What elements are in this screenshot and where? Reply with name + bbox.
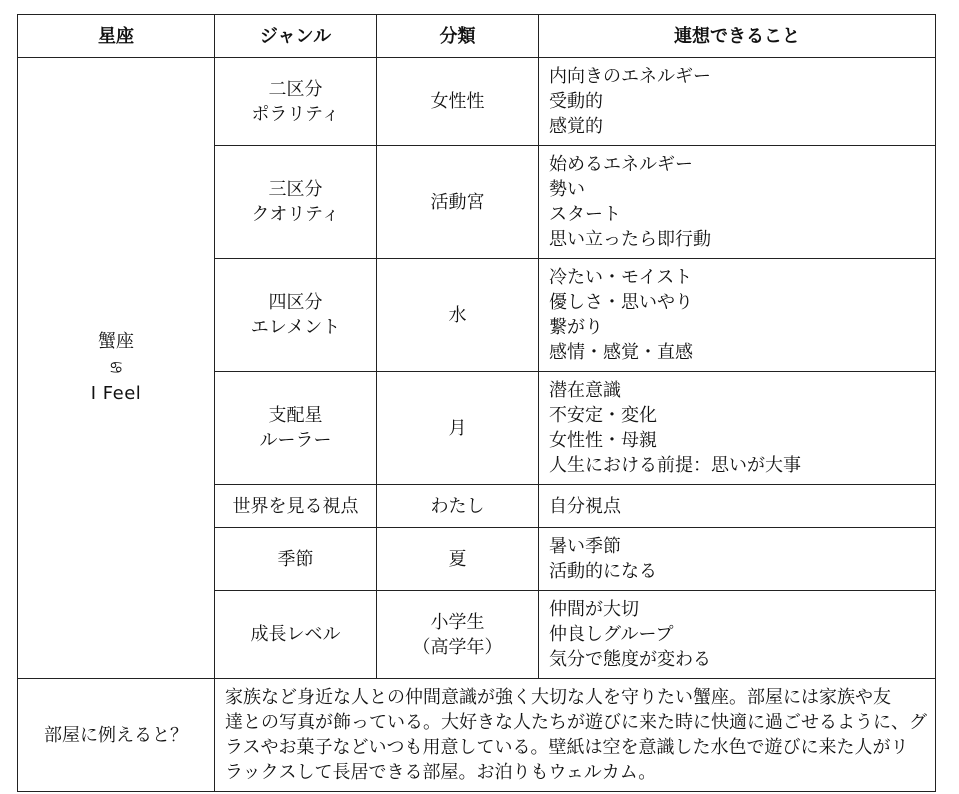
- association-line: 感情・感覚・直感: [549, 342, 693, 363]
- category-cell: [377, 146, 539, 259]
- genre-cell: [215, 485, 377, 528]
- associations-cell: [539, 485, 936, 528]
- association-line: 始めるエネルギー: [549, 154, 693, 175]
- room-text-line: ラックスして長居できる部屋。お泊りもウェルカム。: [225, 762, 657, 783]
- category-line: 月: [448, 417, 467, 439]
- genre-line: ルーラー: [259, 430, 332, 451]
- associations-cell: [539, 591, 936, 679]
- category-cell: [377, 485, 539, 528]
- association-line: スタート: [549, 204, 621, 225]
- header-category: 分類: [377, 15, 539, 58]
- sign-cell: [18, 58, 215, 679]
- category-line: 水: [448, 304, 467, 326]
- genre-cell: [215, 372, 377, 485]
- association-line: 勢い: [549, 179, 585, 200]
- room-description: [215, 679, 936, 792]
- association-line: 暑い季節: [549, 536, 621, 557]
- category-cell: [377, 259, 539, 372]
- association-line: 内向きのエネルギー: [549, 66, 711, 87]
- category-cell: [377, 591, 539, 679]
- room-text-line: ラスやお菓子などいつも用意している。壁紙は空を意識した水色で遊びに来た人がリ: [225, 737, 909, 758]
- association-line: 感覚的: [549, 116, 603, 137]
- category-line: わたし: [430, 495, 485, 517]
- associations-cell: [539, 146, 936, 259]
- association-line: 人生における前提：思いが大事: [549, 455, 801, 476]
- category-cell: [377, 58, 539, 146]
- association-line: 冷たい・モイスト: [549, 267, 693, 288]
- genre-line: エレメント: [250, 317, 341, 338]
- category-line: 夏: [448, 548, 467, 570]
- category-line: 小学生: [430, 611, 485, 633]
- header-genre: ジャンル: [215, 15, 377, 58]
- room-label: 部屋に例えると？: [18, 679, 215, 792]
- associations-cell: [539, 528, 936, 591]
- cancer-symbol-icon: ♋: [108, 358, 124, 377]
- genre-line: 二区分: [268, 78, 323, 100]
- association-line: 仲間が大切: [549, 599, 639, 620]
- genre-line: クオリティ: [251, 204, 340, 225]
- genre-line: 三区分: [268, 179, 323, 200]
- associations-cell: [539, 58, 936, 146]
- category-line: 女性性: [430, 91, 485, 112]
- sign-keyword: I Feel: [90, 383, 142, 404]
- associations-cell: [539, 372, 936, 485]
- association-line: 受動的: [549, 91, 603, 112]
- category-cell: [377, 528, 539, 591]
- genre-cell: [215, 58, 377, 146]
- category-cell: [377, 372, 539, 485]
- association-line: 自分視点: [549, 495, 621, 517]
- category-line: （高学年）: [412, 636, 503, 658]
- association-line: 不安定・変化: [549, 405, 657, 426]
- genre-line: ポラリティ: [251, 103, 340, 125]
- room-row: [18, 679, 936, 792]
- room-text-line: 家族など身近な人との仲間意識が強く大切な人を守りたい蟹座。部屋には家族や友: [225, 687, 891, 708]
- genre-line: 支配星: [268, 405, 323, 426]
- associations-cell: [539, 259, 936, 372]
- room-text-line: 達との写真が飾っている。大好きな人たちが遊びに来た時に快適に過ごせるように、グ: [225, 712, 927, 733]
- genre-cell: [215, 146, 377, 259]
- association-line: 活動的になる: [549, 561, 657, 582]
- genre-line: 四区分: [268, 292, 323, 313]
- sign-name: 蟹座: [98, 331, 134, 352]
- header-associations: 連想できること: [539, 15, 936, 58]
- genre-cell: [215, 528, 377, 591]
- header-row: [18, 15, 936, 58]
- category-line: 活動宮: [430, 191, 485, 213]
- table-row: [18, 58, 936, 146]
- association-line: 潜在意識: [549, 380, 621, 401]
- genre-cell: [215, 591, 377, 679]
- genre-line: 季節: [277, 548, 314, 570]
- zodiac-table: [17, 14, 936, 792]
- association-line: 女性性・母親: [549, 430, 657, 451]
- association-line: 思い立ったら即行動: [549, 229, 711, 250]
- genre-line: 成長レベル: [250, 624, 341, 645]
- genre-cell: [215, 259, 377, 372]
- association-line: 仲良しグループ: [549, 624, 674, 645]
- association-line: 優しさ・思いやり: [549, 292, 693, 313]
- association-line: 気分で態度が変わる: [549, 649, 711, 670]
- header-sign: 星座: [18, 15, 215, 58]
- genre-line: 世界を見る視点: [232, 495, 359, 517]
- association-line: 繋がり: [549, 317, 603, 338]
